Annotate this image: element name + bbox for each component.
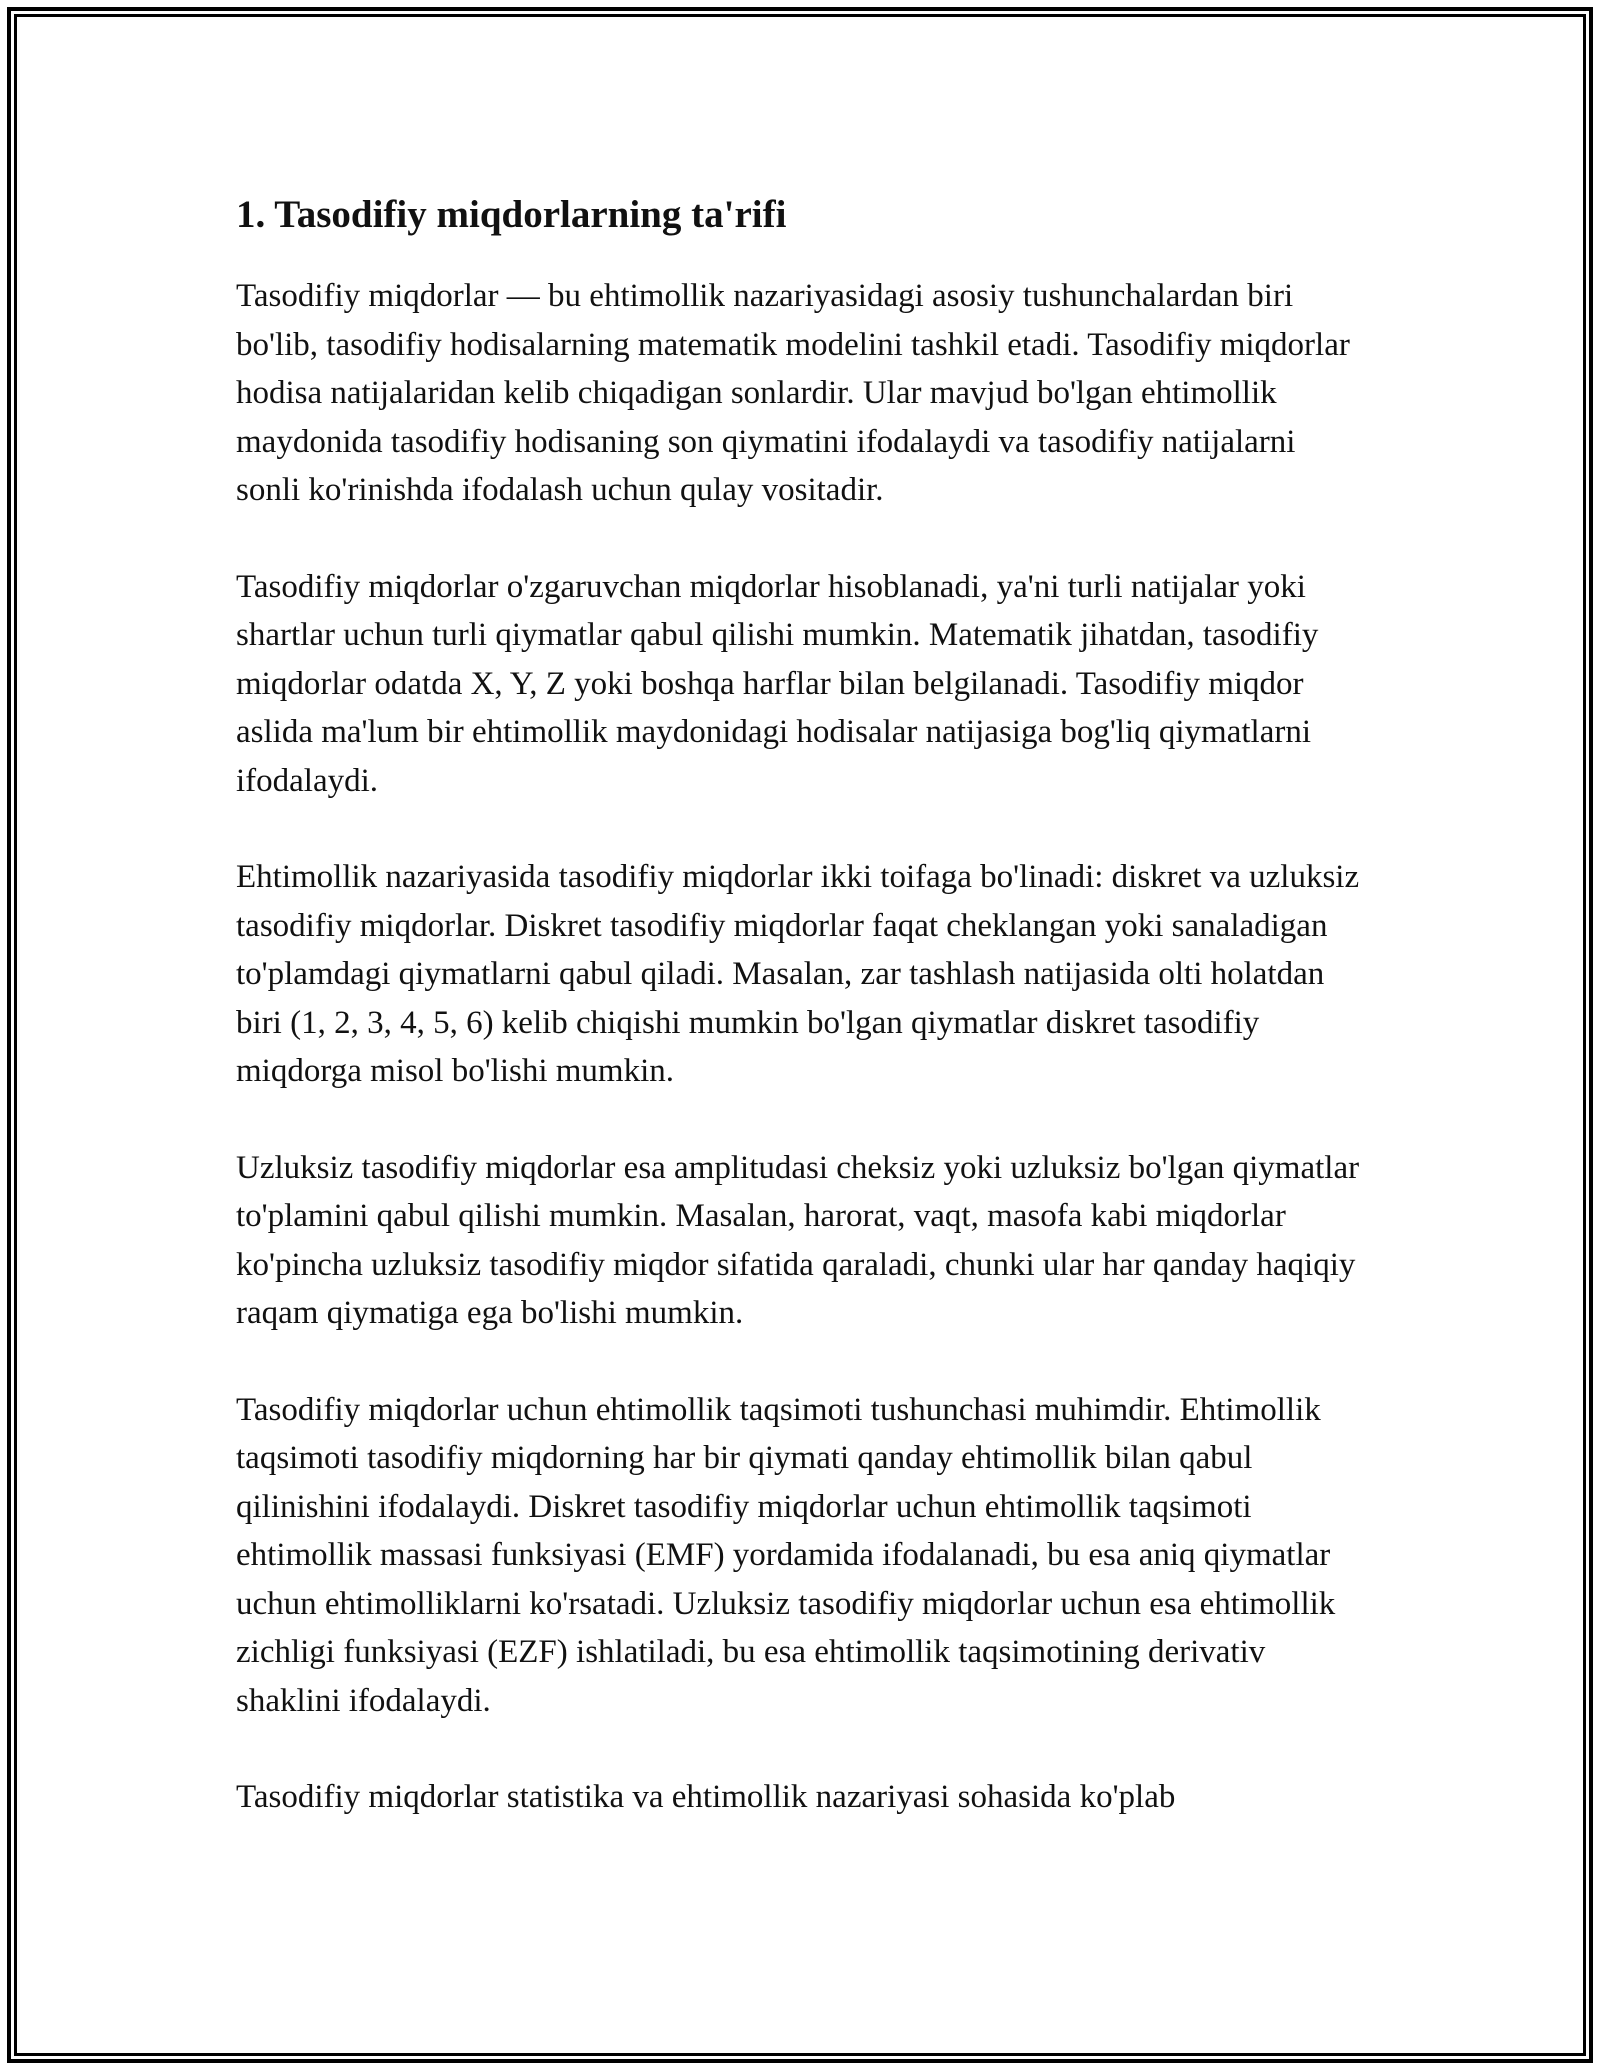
- section-heading: 1. Tasodifiy miqdorlarning ta'rifi: [236, 193, 787, 236]
- paragraph-definition: Tasodifiy miqdorlar — bu ehtimollik nazariyasidagi asosiy tushunchalardan biri bo'lib, tasodifiy hodisalarning matematik modelini tashkil etadi. Tasodifiy miqdorlar hodisa natijalaridan kelib chiqadigan sonlardir. Ular mavjud bo'lgan ehtimollik maydonida tasodifiy hodisaning son qiymatini ifodalaydi va tasodifiy natijalarni sonli ko'rinishda ifodalash uchun qulay vositadir.: [236, 278, 1350, 508]
- paragraph-continuous: Uzluksiz tasodifiy miqdorlar esa amplitudasi cheksiz yoki uzluksiz bo'lgan qiymatlar to'plamini qabul qilishi mumkin. Masalan, harorat, vaqt, masofa kabi miqdorlar ko'pincha uzluksiz tasodifiy miqdor sifatida qaraladi, chunki ular har qanday haqiqiy raqam qiymatiga ega bo'lishi mumkin.: [236, 1149, 1360, 1331]
- paragraph-variables: Tasodifiy miqdorlar o'zgaruvchan miqdorlar hisoblanadi, ya'ni turli natijalar yoki shartlar uchun turli qiymatlar qabul qilishi mumkin. Matematik jihatdan, tasodifiy miqdorlar odatda X, Y, Z yoki boshqa harflar bilan belgilanadi. Tasodifiy miqdor aslida ma'lum bir ehtimollik maydonidagi hodisalar natijasiga bog'liq qiymatlarni ifodalaydi.: [236, 568, 1319, 799]
- paragraph-applications: Tasodifiy miqdorlar statistika va ehtimollik nazariyasi sohasida ko'plab: [236, 1779, 1176, 1815]
- document-body: [236, 190, 1366, 1870]
- paragraph-distribution: Tasodifiy miqdorlar uchun ehtimollik taqsimoti tushunchasi muhimdir. Ehtimollik taqsimoti tasodifiy miqdorning har bir qiymati qanday ehtimollik bilan qabul qilinishini ifodalaydi. Diskret tasodifiy miqdorlar uchun ehtimollik taqsimoti ehtimollik massasi funksiyasi (EMF) yordamida ifodalanadi, bu esa aniq qiymatlar uchun ehtimolliklarni ko'rsatadi. Uzluksiz tasodifiy miqdorlar uchun esa ehtimollik zichligi funksiyasi (EZF) ishlatiladi, bu esa ehtimollik taqsimotining derivativ shaklini ifodalaydi.: [236, 1391, 1336, 1719]
- paragraph-types: Ehtimollik nazariyasida tasodifiy miqdorlar ikki toifaga bo'linadi: diskret va uzluksiz tasodifiy miqdorlar. Diskret tasodifiy miqdorlar faqat cheklangan yoki sanaladigan to'plamdagi qiymatlarni qabul qiladi. Masalan, zar tashlash natijasida olti holatdan biri (1, 2, 3, 4, 5, 6) kelib chiqishi mumkin bo'lgan qiymatlar diskret tasodifiy miqdorga misol bo'lishi mumkin.: [236, 859, 1360, 1089]
